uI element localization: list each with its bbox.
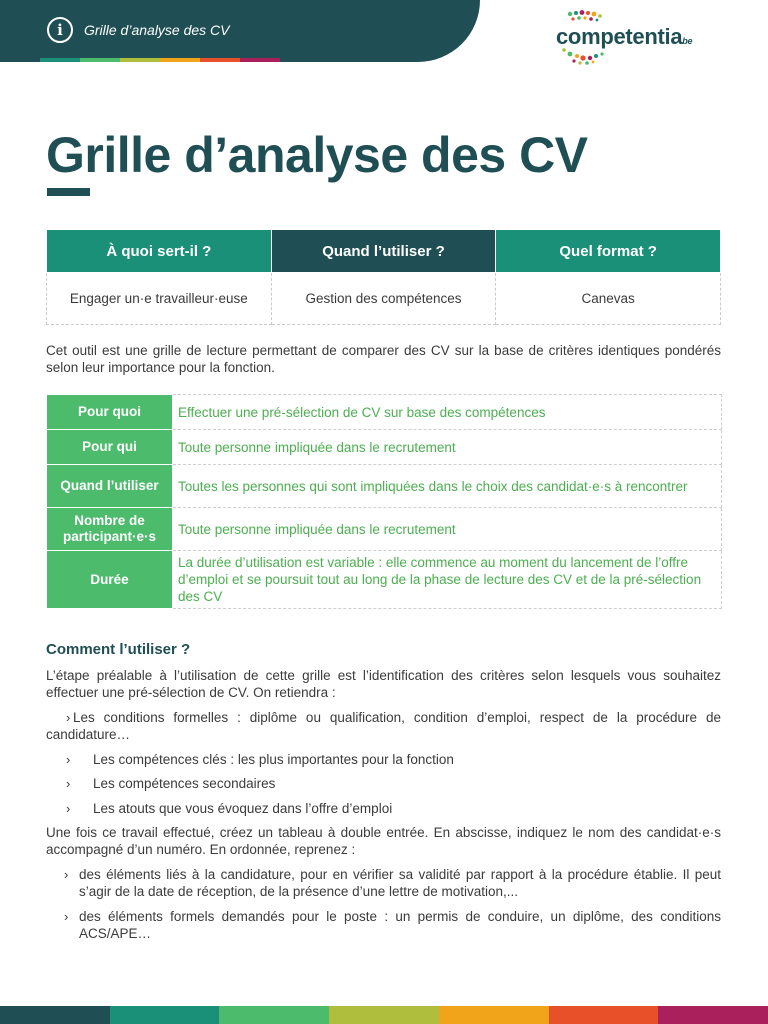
info-value: Toute personne impliquée dans le recrutement	[173, 430, 722, 465]
info-value: Effectuer une pré-sélection de CV sur base des compétences	[173, 395, 722, 430]
list-item	[60, 866, 721, 900]
stripe	[549, 1006, 659, 1024]
info-row	[47, 430, 722, 465]
title-underline	[47, 188, 90, 196]
list-item-text: Les compétences secondaires	[93, 776, 276, 791]
info-table	[46, 394, 722, 609]
overview-header-when: Quand l’utiliser ?	[271, 230, 496, 273]
info-label: Durée	[47, 551, 173, 609]
info-value: Toute personne impliquée dans le recrutement	[173, 508, 722, 551]
footer-color-stripes	[0, 1006, 768, 1024]
stripe	[120, 58, 160, 62]
intro-paragraph: Cet outil est une grille de lecture permettant de comparer des CV sur la base de critères identiques pondérés selon leur importance pour la fonction.	[46, 343, 721, 375]
stripe	[329, 1006, 439, 1024]
list-item	[66, 751, 721, 768]
stripe	[40, 58, 80, 62]
stripe	[200, 58, 240, 62]
page-title: Grille d’analyse des CV	[46, 127, 588, 183]
header-title: Grille d’analyse des CV	[84, 22, 230, 38]
overview-header-purpose: À quoi sert-il ?	[47, 230, 272, 273]
overview-value-purpose: Engager un·e travailleur·euse	[47, 273, 272, 325]
overview-value-row	[47, 273, 721, 325]
chevron-right-icon: ›	[66, 710, 71, 725]
header-color-stripes	[40, 58, 280, 62]
stripe	[439, 1006, 549, 1024]
info-label: Pour quoi	[47, 395, 173, 430]
chevron-right-icon: ›	[66, 801, 71, 816]
chevron-right-icon: ›	[64, 909, 69, 924]
list-item-text: des éléments liés à la candidature, pour en vérifier sa validité par rapport à la procédure établie. Il peut s’agir de la date de réception, de la présence d’une lettre de motivation,...	[79, 867, 721, 899]
chevron-right-icon: ›	[66, 776, 71, 791]
overview-header-format: Quel format ?	[496, 230, 721, 273]
info-row	[47, 465, 722, 508]
info-row	[47, 551, 722, 609]
overview-table	[46, 229, 721, 325]
info-value: Toutes les personnes qui sont impliquées dans le choix des candidat·e·s à rencontrer	[173, 465, 722, 508]
competentia-logo	[552, 10, 702, 66]
list-item-text: Les conditions formelles : diplôme ou qualification, condition d’emploi, respect de la procédure de candidature…	[46, 710, 721, 742]
stripe	[240, 58, 280, 62]
stripe	[219, 1006, 329, 1024]
logo-text: competentia	[556, 24, 683, 49]
stripe	[160, 58, 200, 62]
overview-value-when: Gestion des compétences	[271, 273, 496, 325]
stripe	[0, 1006, 110, 1024]
logo-wordmark	[556, 24, 692, 50]
info-label: Pour qui	[47, 430, 173, 465]
how-to-paragraph-1: L’étape préalable à l’utilisation de cette grille est l’identification des critères selon lesquels vous souhaitez effectuer une pré-sélection de CV. On retiendra :	[46, 668, 721, 700]
list-item	[66, 775, 721, 792]
logo-suffix: be	[682, 36, 693, 46]
list-item-text: Les compétences clés : les plus importantes pour la fonction	[93, 752, 454, 767]
chevron-right-icon: ›	[64, 867, 69, 882]
overview-value-format: Canevas	[496, 273, 721, 325]
info-label: Nombre de participant·e·s	[47, 508, 173, 551]
overview-header-row	[47, 230, 721, 273]
info-label: Quand l’utiliser	[47, 465, 173, 508]
stripe	[110, 1006, 220, 1024]
chevron-right-icon: ›	[66, 752, 71, 767]
list-item-text: Les atouts que vous évoquez dans l’offre d’emploi	[93, 801, 393, 816]
list-item	[60, 908, 721, 942]
info-icon: i	[47, 17, 73, 43]
list-item-text: des éléments formels demandés pour le poste : un permis de conduire, un diplôme, des conditions ACS/APE…	[79, 909, 721, 941]
stripe	[658, 1006, 768, 1024]
stripe	[80, 58, 120, 62]
info-row	[47, 395, 722, 430]
section-title-how-to: Comment l’utiliser ?	[46, 641, 191, 658]
list-item	[46, 709, 721, 743]
how-to-paragraph-2: Une fois ce travail effectué, créez un tableau à double entrée. En abscisse, indiquez le nom des candidat·e·s accompagné d’un numéro. En ordonnée, reprenez :	[46, 825, 721, 857]
info-row	[47, 508, 722, 551]
list-item	[66, 800, 721, 817]
info-value: La durée d’utilisation est variable : elle commence au moment du lancement de l’offre d’emploi et se poursuit tout au long de la phase de lecture des CV et de la pré-sélection des CV	[173, 551, 722, 609]
